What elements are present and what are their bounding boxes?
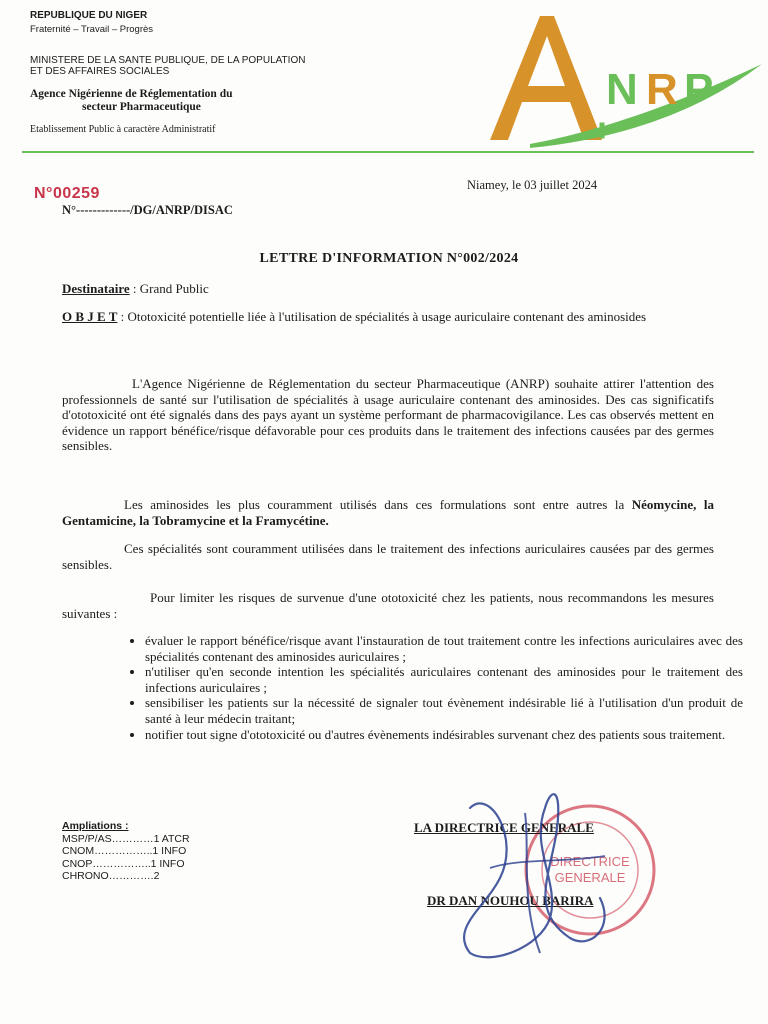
header-divider (22, 151, 754, 153)
ampliations-title: Ampliations : (62, 820, 129, 832)
svg-text:P: P (684, 65, 714, 114)
list-item: • évaluer le rapport bénéfice/risque avant l'instauration de tout traitement contre les infections auriculaires avec des spécialités contenant des aminosides auriculaires ; (145, 633, 743, 664)
aminosides-list: Néomycine, la Gentamicine, la Tobramycine et la Framycétine. (62, 497, 715, 528)
subject-label: O B J E T (62, 309, 118, 324)
ministry-line-1: MINISTERE DE LA SANTE PUBLIQUE, DE LA POPULATION (30, 55, 306, 66)
ampliation-row: CNOP……………..1 INFO (62, 857, 185, 870)
subject-line: O B J E T : Ototoxicité potentielle liée à l'utilisation de spécialités à usage auriculaire contenant des aminosides (62, 309, 647, 324)
signatory-name: DR DAN NOUHOU BARIRA (427, 893, 594, 908)
recipient-value: Grand Public (139, 281, 209, 296)
signatory-title: LA DIRECTRICE GENERALE (414, 820, 594, 835)
list-item: • sensibiliser les patients sur la nécessité de signaler tout évènement indésirable lié à l'utilisation d'un produit de santé à leur médecin traitant; (145, 695, 743, 726)
agency-status: Etablissement Public à caractère Administratif (30, 124, 216, 135)
national-motto: Fraternité – Travail – Progrès (30, 24, 154, 35)
agency-name-line-2: secteur Pharmaceutique (82, 101, 201, 113)
reference-stamp-number: N°00259 (34, 185, 100, 202)
subject-value: Ototoxicité potentielle liée à l'utilisation de spécialités à usage auriculaire contenant des aminosides (127, 309, 647, 324)
ampliation-row: MSP/P/AS…………1 ATCR (62, 832, 190, 845)
recipient-line: Destinataire : Grand Public (62, 281, 209, 296)
country-name: REPUBLIQUE DU NIGER (30, 10, 148, 21)
ampliations-block (62, 820, 190, 883)
ampliation-row: CHRONO………….2 (62, 870, 160, 882)
list-item: • n'utiliser qu'en seconde intention les spécialités auriculaires contenant des aminosides pour le traitement des infections auriculaires ; (145, 664, 743, 695)
recipient-label: Destinataire (62, 281, 130, 296)
agency-name-line-1: Agence Nigérienne de Réglementation du (30, 88, 233, 100)
svg-text:DIRECTRICE: DIRECTRICE (550, 854, 630, 869)
handwritten-signature (430, 778, 640, 968)
paragraph-recommendation-intro: Pour limiter les risques de survenue d'une ototoxicité chez les patients, nous recommandons les mesures suivantes : (62, 590, 714, 621)
paragraph-usage: Ces spécialités sont couramment utilisées dans le traitement des infections auriculaires causées par des germes sensibles. (62, 541, 714, 572)
ministry-line-2: ET DES AFFAIRES SOCIALES (30, 66, 170, 77)
ampliation-row: CNOM……………..1 INFO (62, 845, 187, 857)
svg-text:GENERALE: GENERALE (554, 870, 626, 885)
letter-date: Niamey, le 03 juillet 2024 (467, 178, 598, 192)
svg-text:N: N (606, 65, 638, 114)
list-item: • notifier tout signe d'ototoxicité ou d'autres évènements indésirables survenant chez des patients sous traitement. (145, 727, 743, 743)
letter-title: LETTRE D'INFORMATION N°002/2024 (259, 251, 519, 266)
recommendation-list (117, 633, 743, 742)
svg-text:R: R (646, 65, 678, 114)
reference-line: N°-------------/DG/ANRP/DISAC (62, 203, 233, 217)
anrp-logo (470, 8, 766, 158)
paragraph-aminosides: Les aminosides les plus couramment utilisés dans ces formulations sont entre autres la Néomycine, la Gentamicine, la Tobramycine et la Framycétine. (62, 497, 715, 528)
paragraph-context: L'Agence Nigérienne de Réglementation du secteur Pharmaceutique (ANRP) souhaite attirer l'attention des professionnels de santé sur l'utilisation de spécialités à usage auriculaire contenant des aminosides. Des cas significatifs d'ototoxicité ont été signalés dans des pays ayant un système performant de pharmacovigilance. Les cas observés mettent en évidence un rapport bénéfice/risque défavorable pour ces produits dans le traitement des infections causées par des germes sensibles. (62, 376, 714, 454)
